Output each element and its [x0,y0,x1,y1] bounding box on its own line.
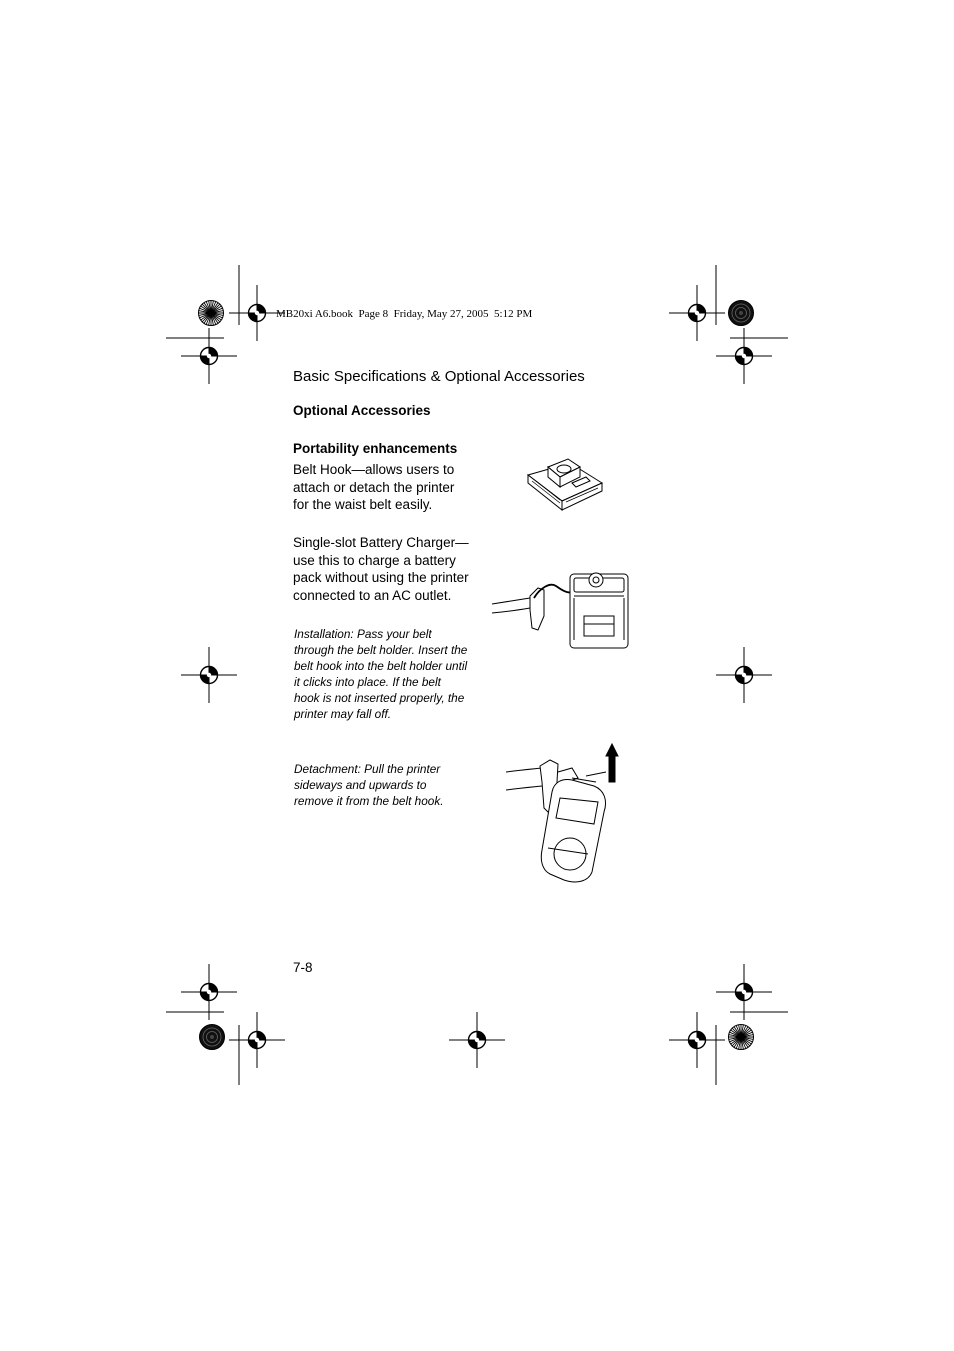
subsection-title: Portability enhancements [293,441,458,456]
section-title: Optional Accessories [293,403,431,418]
belt-hook-illustration [522,455,606,515]
printer-on-belt-illustration [490,568,632,650]
detachment-illustration [502,742,630,886]
file-info-slug: MB20xi A6.book Page 8 Friday, May 27, 2005 5:12 PM [276,308,533,320]
belt-hook-paragraph: Belt Hook—allows users to attach or detach the printer for the waist belt easily. [293,462,455,513]
page-number: 7-8 [293,960,313,975]
battery-charger-paragraph: Single-slot Battery Charger— use this to charge a battery pack without using the printer connected to an AC outlet. [293,535,469,603]
installation-paragraph: Installation: Pass your belt through the belt holder. Insert the belt hook into the belt holder until it clicks into place. If the belt hook is not inserted properly, the printer may fall off. [294,627,468,721]
detachment-paragraph: Detachment: Pull the printer sideways and upwards to remove it from the belt hook. [294,762,444,808]
running-header: Basic Specifications & Optional Accessories [293,368,585,385]
